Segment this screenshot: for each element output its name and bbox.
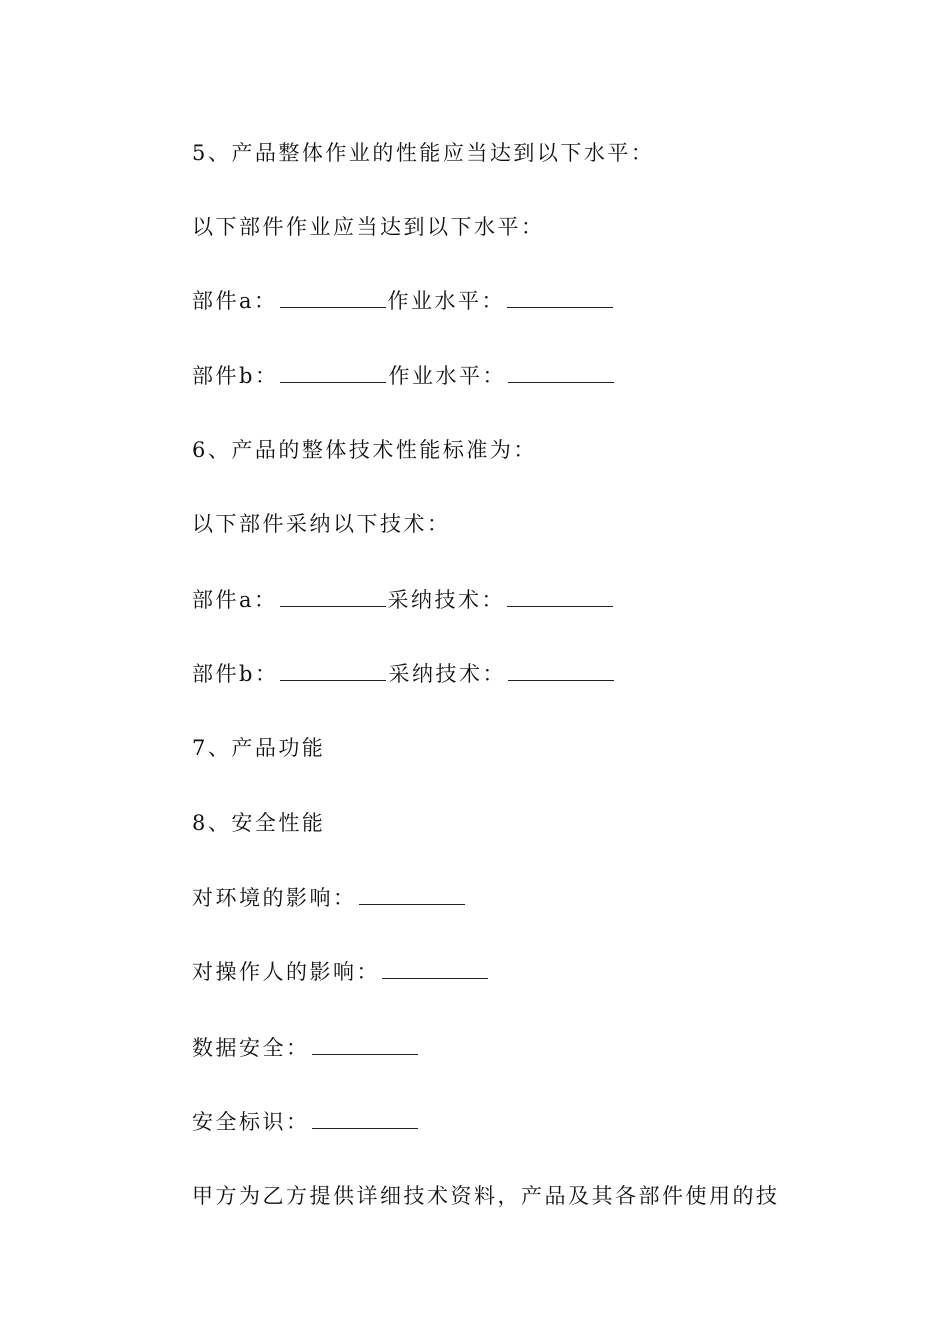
performance-level-label: 作业水平：	[388, 364, 506, 388]
clause-7-heading	[192, 733, 325, 763]
components-performance-text: 以下部件作业应当达到以下水平：	[192, 215, 545, 239]
technology-label: 采纳技术：	[387, 588, 506, 612]
safety-marking-blank[interactable]	[312, 1108, 418, 1129]
environment-impact-label: 对环境的影响：	[192, 886, 357, 910]
safety-marking-row	[192, 1107, 420, 1137]
safety-marking-label: 安全标识：	[192, 1110, 310, 1134]
component-b-performance-blank[interactable]	[508, 362, 614, 383]
component-a-technology-row	[192, 585, 615, 615]
data-security-blank[interactable]	[312, 1034, 418, 1055]
clause-8-text: 8、安全性能	[192, 811, 326, 835]
technical-documentation-paragraph	[192, 1181, 780, 1211]
component-b-blank[interactable]	[280, 660, 386, 681]
environment-impact-row	[192, 883, 467, 913]
operator-impact-row	[192, 957, 490, 987]
component-a-performance-row	[192, 286, 615, 316]
technology-label: 采纳技术：	[388, 662, 506, 686]
component-a-blank[interactable]	[280, 287, 386, 308]
operator-impact-blank[interactable]	[382, 958, 488, 979]
components-technology-intro	[192, 509, 451, 539]
environment-impact-blank[interactable]	[359, 884, 465, 905]
clause-5-text: 5、产品整体作业的性能应当达到以下水平：	[192, 141, 655, 165]
component-b-performance-row	[192, 361, 616, 391]
component-a-blank[interactable]	[280, 586, 386, 607]
performance-level-label: 作业水平：	[387, 289, 506, 313]
component-b-label: 部件b：	[192, 364, 279, 388]
component-a-technology-blank[interactable]	[507, 586, 613, 607]
components-performance-intro	[192, 212, 545, 242]
component-b-technology-row	[192, 659, 616, 689]
component-b-technology-blank[interactable]	[508, 660, 614, 681]
clause-6-heading	[192, 435, 537, 465]
operator-impact-label: 对操作人的影响：	[192, 960, 380, 984]
component-a-performance-blank[interactable]	[507, 287, 613, 308]
component-a-label: 部件a：	[192, 588, 278, 612]
component-a-label: 部件a：	[192, 289, 278, 313]
component-b-blank[interactable]	[280, 362, 386, 383]
components-technology-text: 以下部件采纳以下技术：	[192, 512, 451, 536]
clause-7-text: 7、产品功能	[192, 736, 326, 760]
data-security-row	[192, 1033, 420, 1063]
clause-8-heading	[192, 808, 325, 838]
data-security-label: 数据安全：	[192, 1036, 310, 1060]
technical-documentation-text: 甲方为乙方提供详细技术资料，产品及其各部件使用的技	[192, 1184, 780, 1208]
clause-6-text: 6、产品的整体技术性能标准为：	[192, 438, 537, 462]
clause-5-heading	[192, 138, 654, 168]
component-b-label: 部件b：	[192, 662, 279, 686]
